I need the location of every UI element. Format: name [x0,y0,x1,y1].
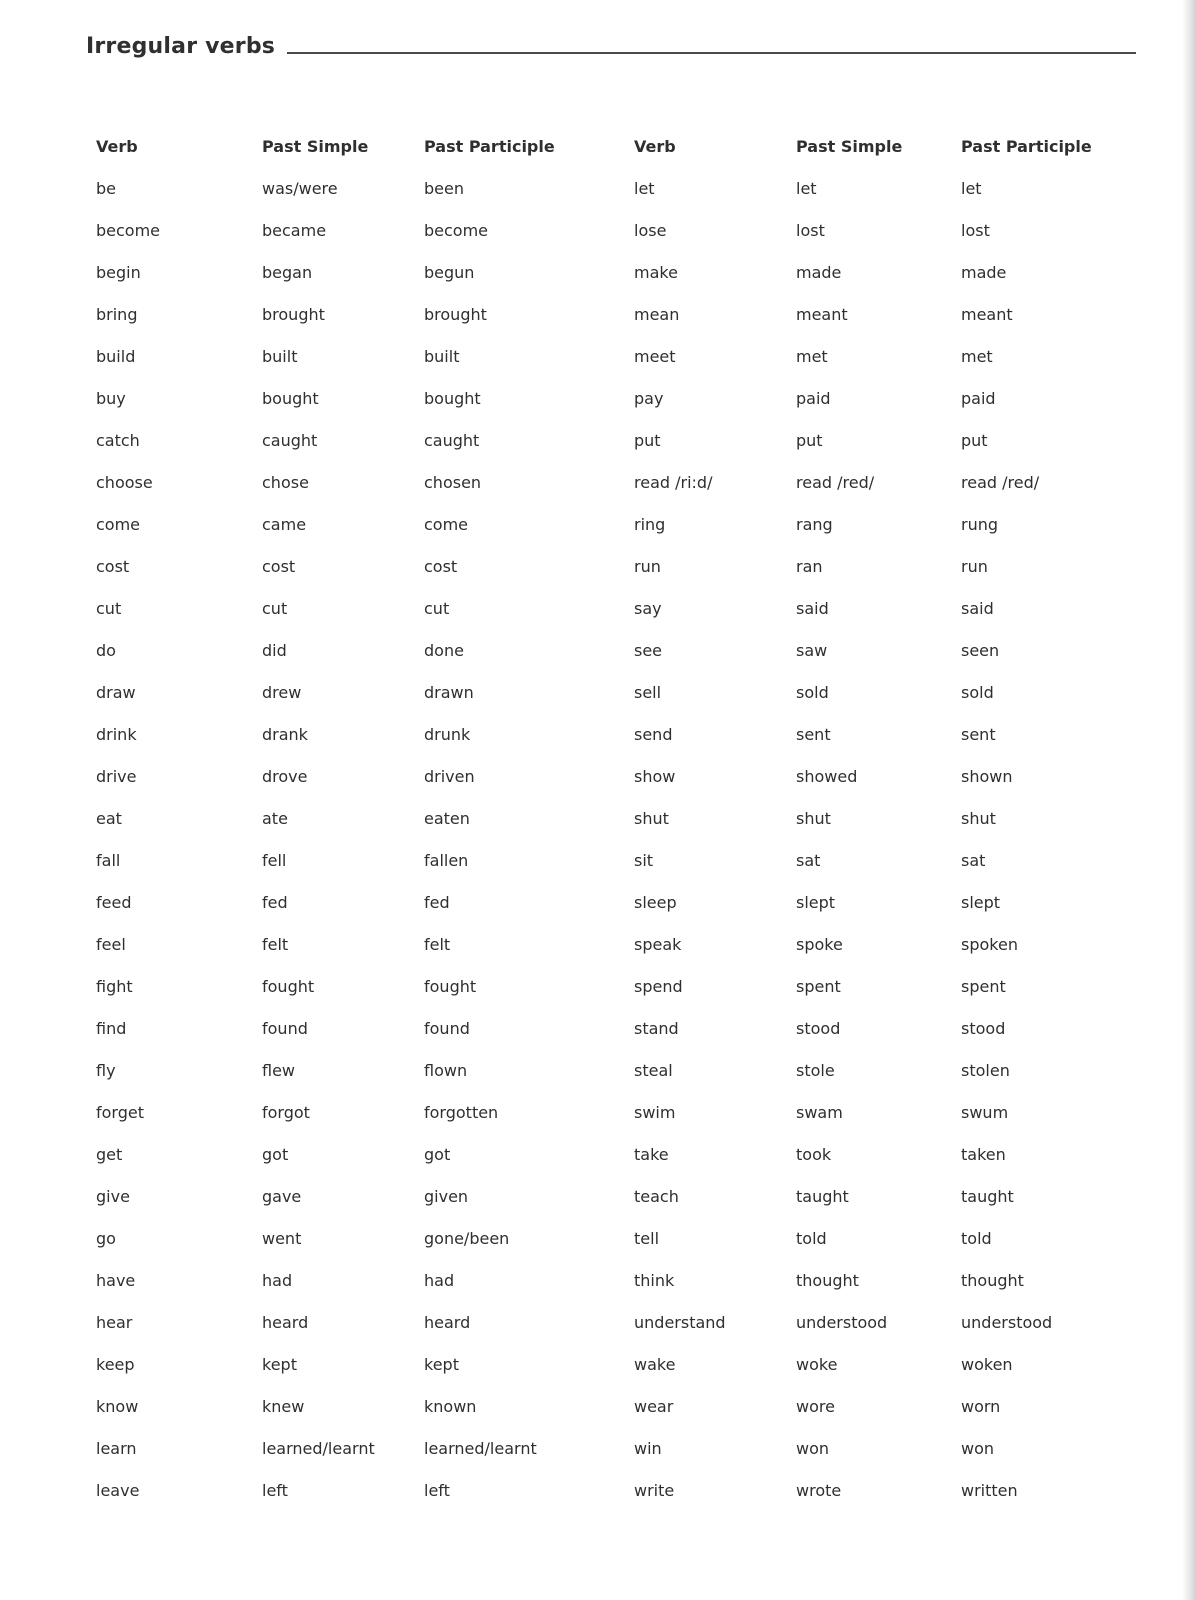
past-participle-cell: let [961,178,982,198]
past-simple-cell: meant [796,304,848,324]
verb-cell: understand [634,1312,726,1332]
past-participle-cell: cost [424,556,458,576]
past-simple-cell: took [796,1144,832,1164]
past-simple-cell: came [262,514,307,534]
table-row [96,713,1111,755]
table-row [96,1385,1111,1427]
past-simple-cell: was/were [262,178,338,198]
past-participle-cell: told [961,1228,992,1248]
table-body [96,167,1111,1511]
verb-cell: swim [634,1102,676,1122]
table-row [96,1049,1111,1091]
past-participle-cell: built [424,346,460,366]
past-simple-cell: drove [262,766,308,786]
past-participle-cell: heard [424,1312,471,1332]
verb-cell: steal [634,1060,673,1080]
verb-cell: spend [634,976,683,996]
past-simple-cell: understood [796,1312,888,1332]
table-row [96,1133,1111,1175]
past-participle-cell: got [424,1144,451,1164]
table-header [96,125,1111,167]
past-simple-cell: wrote [796,1480,842,1500]
verb-cell: tell [634,1228,660,1248]
table-row [96,1007,1111,1049]
table-row [96,1091,1111,1133]
verb-cell: go [96,1228,116,1248]
past-simple-cell: spoke [796,934,843,954]
past-participle-cell: flown [424,1060,468,1080]
past-participle-cell: given [424,1186,469,1206]
past-simple-cell: caught [262,430,318,450]
verb-cell: sell [634,682,662,702]
verb-cell: cost [96,556,130,576]
past-simple-cell: lost [796,220,825,240]
verb-cell: win [634,1438,662,1458]
table-row [96,461,1111,503]
verb-cell: make [634,262,678,282]
verb-cell: feed [96,892,132,912]
table-row [96,167,1111,209]
past-participle-cell: cut [424,598,450,618]
verb-cell: drink [96,724,137,744]
past-simple-cell: slept [796,892,836,912]
verb-cell: read /ri:d/ [634,472,713,492]
past-simple-cell: spent [796,976,841,996]
header-verb: Verb [634,136,676,156]
verb-cell: choose [96,472,153,492]
past-participle-cell: made [961,262,1007,282]
verb-cell: ring [634,514,666,534]
past-simple-cell: shut [796,808,831,828]
past-simple-cell: showed [796,766,858,786]
past-participle-cell: known [424,1396,477,1416]
table-row [96,965,1111,1007]
past-simple-cell: ran [796,556,823,576]
past-participle-cell: meant [961,304,1013,324]
verb-cell: show [634,766,676,786]
table-row [96,755,1111,797]
past-participle-cell: been [424,178,464,198]
past-participle-cell: spoken [961,934,1018,954]
past-participle-cell: won [961,1438,995,1458]
verb-cell: feel [96,934,126,954]
table-row [96,1301,1111,1343]
table-row [96,587,1111,629]
past-participle-cell: stood [961,1018,1006,1038]
verb-cell: find [96,1018,127,1038]
page-title: Irregular verbs [86,34,276,59]
past-participle-cell: forgotten [424,1102,499,1122]
table-row [96,629,1111,671]
verb-cell: learn [96,1438,137,1458]
verb-cell: write [634,1480,675,1500]
past-participle-cell: understood [961,1312,1053,1332]
past-participle-cell: rung [961,514,999,534]
verb-cell: wake [634,1354,676,1374]
header-past-simple: Past Simple [796,136,903,156]
verb-cell: run [634,556,661,576]
table-row [96,797,1111,839]
verb-cell: keep [96,1354,135,1374]
past-simple-cell: stood [796,1018,841,1038]
past-simple-cell: heard [262,1312,309,1332]
past-participle-cell: read /red/ [961,472,1040,492]
past-participle-cell: shown [961,766,1013,786]
verb-cell: cut [96,598,122,618]
past-participle-cell: thought [961,1270,1024,1290]
past-participle-cell: chosen [424,472,482,492]
past-simple-cell: forgot [262,1102,310,1122]
past-simple-cell: taught [796,1186,849,1206]
table-row [96,545,1111,587]
past-participle-cell: fought [424,976,477,996]
verb-cell: know [96,1396,139,1416]
verb-cell: fight [96,976,133,996]
past-participle-cell: caught [424,430,480,450]
past-simple-cell: sold [796,682,829,702]
past-simple-cell: began [262,262,313,282]
past-participle-cell: paid [961,388,996,408]
past-simple-cell: thought [796,1270,859,1290]
past-simple-cell: paid [796,388,831,408]
past-participle-cell: drawn [424,682,474,702]
table-row [96,377,1111,419]
past-simple-cell: knew [262,1396,305,1416]
verb-cell: bring [96,304,138,324]
past-participle-cell: gone/been [424,1228,510,1248]
past-participle-cell: drunk [424,724,471,744]
verb-cell: become [96,220,161,240]
verb-cell: have [96,1270,136,1290]
table-row [96,1469,1111,1511]
past-participle-cell: begun [424,262,475,282]
table-row [96,209,1111,251]
table-row [96,923,1111,965]
past-simple-cell: left [262,1480,288,1500]
verb-cell: build [96,346,136,366]
past-simple-cell: chose [262,472,309,492]
scan-page-edge [1182,0,1196,1600]
past-participle-cell: said [961,598,994,618]
verb-cell: shut [634,808,669,828]
past-participle-cell: had [424,1270,455,1290]
past-participle-cell: taught [961,1186,1014,1206]
past-simple-cell: drank [262,724,308,744]
past-simple-cell: wore [796,1396,835,1416]
past-participle-cell: kept [424,1354,459,1374]
past-participle-cell: done [424,640,464,660]
past-participle-cell: seen [961,640,1000,660]
verb-cell: forget [96,1102,144,1122]
past-simple-cell: cut [262,598,288,618]
verb-cell: draw [96,682,136,702]
past-simple-cell: saw [796,640,828,660]
past-participle-cell: sent [961,724,996,744]
table-row [96,1217,1111,1259]
past-participle-cell: stolen [961,1060,1010,1080]
past-simple-cell: put [796,430,823,450]
past-participle-cell: fallen [424,850,469,870]
past-participle-cell: brought [424,304,487,324]
verb-cell: say [634,598,662,618]
table-row [96,1343,1111,1385]
table-row [96,419,1111,461]
verb-cell: do [96,640,116,660]
past-participle-cell: come [424,514,469,534]
verb-cell: sit [634,850,654,870]
table-row [96,1259,1111,1301]
verb-cell: meet [634,346,676,366]
past-participle-cell: found [424,1018,470,1038]
past-simple-cell: went [262,1228,302,1248]
past-participle-cell: woken [961,1354,1013,1374]
past-participle-cell: driven [424,766,475,786]
past-simple-cell: had [262,1270,293,1290]
past-participle-cell: taken [961,1144,1006,1164]
past-simple-cell: brought [262,304,325,324]
past-simple-cell: told [796,1228,827,1248]
past-participle-cell: worn [961,1396,1001,1416]
past-simple-cell: read /red/ [796,472,875,492]
past-simple-cell: said [796,598,829,618]
past-participle-cell: swum [961,1102,1009,1122]
past-participle-cell: fed [424,892,450,912]
verb-cell: lose [634,220,667,240]
table-row [96,1175,1111,1217]
past-simple-cell: did [262,640,287,660]
past-simple-cell: sat [796,850,821,870]
past-participle-cell: met [961,346,993,366]
verb-cell: speak [634,934,682,954]
verb-cell: catch [96,430,140,450]
past-simple-cell: woke [796,1354,838,1374]
past-participle-cell: learned/learnt [424,1438,537,1458]
past-participle-cell: eaten [424,808,470,828]
past-simple-cell: let [796,178,817,198]
table-row [96,671,1111,713]
verb-cell: send [634,724,673,744]
past-simple-cell: fought [262,976,315,996]
table-row [96,1427,1111,1469]
verb-cell: put [634,430,661,450]
past-simple-cell: learned/learnt [262,1438,375,1458]
header-past-simple: Past Simple [262,136,369,156]
past-simple-cell: fed [262,892,288,912]
table-row [96,503,1111,545]
verb-cell: begin [96,262,141,282]
verb-cell: leave [96,1480,140,1500]
past-participle-cell: sat [961,850,986,870]
table-row [96,293,1111,335]
verb-cell: stand [634,1018,679,1038]
past-participle-cell: slept [961,892,1001,912]
past-participle-cell: lost [961,220,990,240]
verb-cell: eat [96,808,122,828]
past-simple-cell: stole [796,1060,835,1080]
verb-cell: hear [96,1312,133,1332]
past-simple-cell: drew [262,682,302,702]
past-simple-cell: swam [796,1102,843,1122]
table-row [96,335,1111,377]
past-simple-cell: sent [796,724,831,744]
verb-cell: fly [96,1060,116,1080]
verb-cell: pay [634,388,664,408]
header-past-participle: Past Participle [424,136,555,156]
verb-cell: buy [96,388,126,408]
table-row [96,839,1111,881]
past-participle-cell: spent [961,976,1006,996]
past-simple-cell: won [796,1438,830,1458]
verb-cell: drive [96,766,137,786]
header-row [96,125,1111,167]
past-participle-cell: written [961,1480,1018,1500]
verb-cell: think [634,1270,675,1290]
past-simple-cell: made [796,262,842,282]
verb-cell: see [634,640,663,660]
table-row [96,251,1111,293]
past-simple-cell: built [262,346,298,366]
past-simple-cell: ate [262,808,288,828]
verb-cell: be [96,178,116,198]
verb-cell: let [634,178,655,198]
past-participle-cell: shut [961,808,996,828]
verb-cell: wear [634,1396,674,1416]
past-simple-cell: became [262,220,327,240]
verb-cell: sleep [634,892,677,912]
header-verb: Verb [96,136,138,156]
past-simple-cell: felt [262,934,289,954]
verb-cell: teach [634,1186,679,1206]
verb-cell: get [96,1144,123,1164]
past-participle-cell: bought [424,388,481,408]
past-participle-cell: felt [424,934,451,954]
past-simple-cell: gave [262,1186,302,1206]
past-participle-cell: put [961,430,988,450]
past-simple-cell: found [262,1018,308,1038]
verb-cell: take [634,1144,669,1164]
past-simple-cell: kept [262,1354,297,1374]
past-simple-cell: flew [262,1060,296,1080]
irregular-verbs-table [96,125,1111,1511]
past-simple-cell: bought [262,388,319,408]
past-participle-cell: left [424,1480,450,1500]
verb-cell: give [96,1186,130,1206]
past-simple-cell: rang [796,514,833,534]
past-participle-cell: become [424,220,489,240]
past-simple-cell: fell [262,850,287,870]
verb-cell: come [96,514,141,534]
title-bar [86,34,1136,59]
table-row [96,881,1111,923]
past-simple-cell: cost [262,556,296,576]
past-participle-cell: run [961,556,988,576]
past-simple-cell: met [796,346,828,366]
verb-cell: fall [96,850,121,870]
verb-cell: mean [634,304,680,324]
title-rule [287,52,1136,54]
past-participle-cell: sold [961,682,994,702]
past-simple-cell: got [262,1144,289,1164]
header-past-participle: Past Participle [961,136,1092,156]
